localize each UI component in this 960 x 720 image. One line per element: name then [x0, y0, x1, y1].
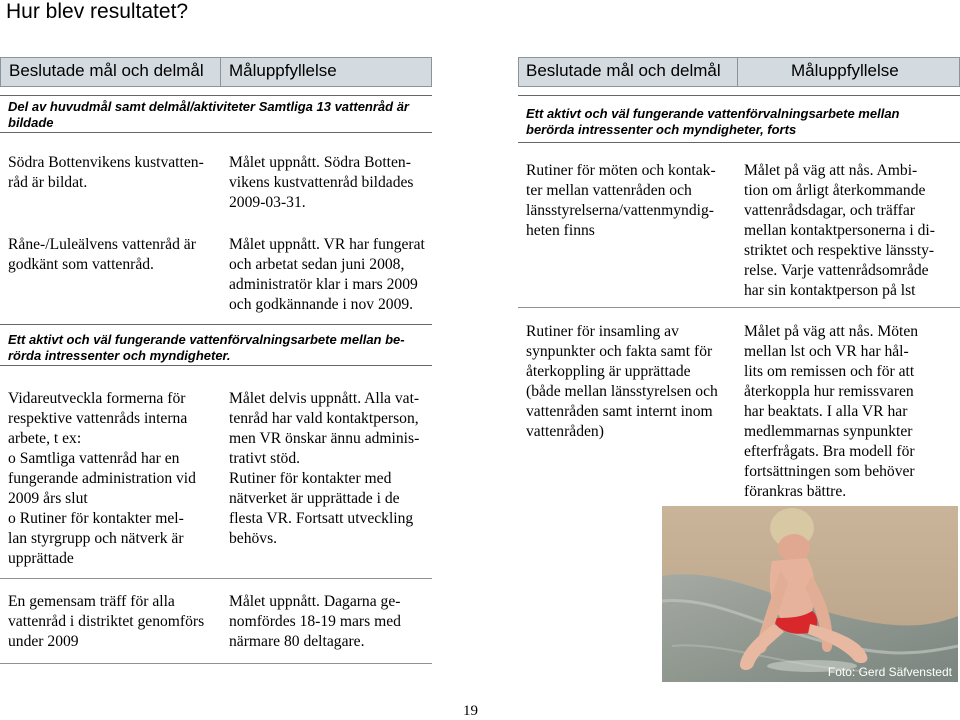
left-table-header [0, 57, 432, 87]
child-in-water-photo [662, 506, 958, 682]
left-row4-goal: En gemensam träff för alla vattenråd i distriktet genomförs under 2009 [8, 593, 205, 650]
right-header-fulfillment: Måluppfyllelse [791, 61, 899, 80]
page-number: 19 [463, 703, 478, 719]
right-row2-result: Målet på väg att nås. Möten mellan lst och VR har hål- lits om remissen och för att återkoppla hur remissvaren har beaktats. I alla VR har medlemmarnas synpunkter efterfrågats. Bra modell för fortsättningen som behöver förankras bättre. [744, 323, 919, 500]
right-section-title: Ett aktivt och väl fungerande vattenförvalningsarbete mellan berörda intressenter och myndigheter, forts [526, 106, 900, 137]
left-row1-result: Målet uppnått. Södra Botten- vikens kustvattenråd bildades 2009-03-31. [229, 154, 414, 211]
right-row-divider [518, 307, 960, 308]
left-row3-result: Målet delvis uppnått. Alla vat- tenråd har vald kontaktperson, men VR önskar ännu adminis- trativt stöd. Rutiner för kontakter med nätverket är upprättade i de flesta VR. Fortsatt utveckling behövs. [229, 390, 420, 547]
left-row4-result: Målet uppnått. Dagarna ge- nomfördes 18-19 mars med närmare 80 deltagare. [229, 593, 401, 650]
right-section [518, 95, 960, 143]
right-row2-goal: Rutiner för insamling av synpunkter och fakta samt för återkoppling är upprättade (både mellan länsstyrelsen och vattenråden samt internt inom vattenråden) [526, 323, 718, 440]
left-section-2-title: Ett aktivt och väl fungerande vattenförvalningsarbete mellan be- rörda intressenter och myndigheter. [8, 332, 405, 363]
right-row1-result: Målet på väg att nås. Ambi- tion om årligt återkommande vattenrådsdagar, och träffar mellan kontaktpersonerna i di- striktet och respektive länssty- relse. Varje vattenrådsområde har sin kontaktperson på lst [744, 162, 935, 299]
left-row-divider [0, 578, 432, 579]
left-row2-result: Målet uppnått. VR har fungerat och arbetat sedan juni 2008, administratör klar i mars 2009 och godkännande i nov 2009. [229, 236, 425, 313]
photo-caption: Foto: Gerd Säfvenstedt [827, 665, 952, 679]
right-header-goals: Beslutade mål och delmål [526, 61, 721, 80]
left-row1-goal: Södra Bottenvikens kustvatten- råd är bildat. [8, 154, 204, 191]
right-table-header [518, 57, 960, 87]
left-section-1-title: Del av huvudmål samt delmål/aktiviteter Samtliga 13 vattenråd är bildade [8, 99, 409, 130]
left-section-1 [0, 95, 432, 133]
left-table-bottom [0, 663, 432, 664]
left-header-fulfillment: Måluppfyllelse [229, 61, 337, 80]
left-header-goals: Beslutade mål och delmål [9, 61, 204, 80]
left-row2-goal: Råne-/Luleälvens vattenråd är godkänt som vattenråd. [8, 236, 196, 273]
right-row1-goal: Rutiner för möten och kontak- ter mellan vattenråden och länsstyrelserna/vattenmyndig- heten finns [526, 162, 716, 239]
page-title: Hur blev resultatet? [6, 0, 189, 23]
left-row3-goal: Vidareutveckla formerna för respektive vattenråds interna arbete, t ex: o Samtliga vattenråd har en fungerande administration vid 2009 års slut o Rutiner för kontakter mel- lan styrgrupp och nätverk är upprättade [8, 390, 196, 567]
left-section-2 [0, 324, 432, 366]
